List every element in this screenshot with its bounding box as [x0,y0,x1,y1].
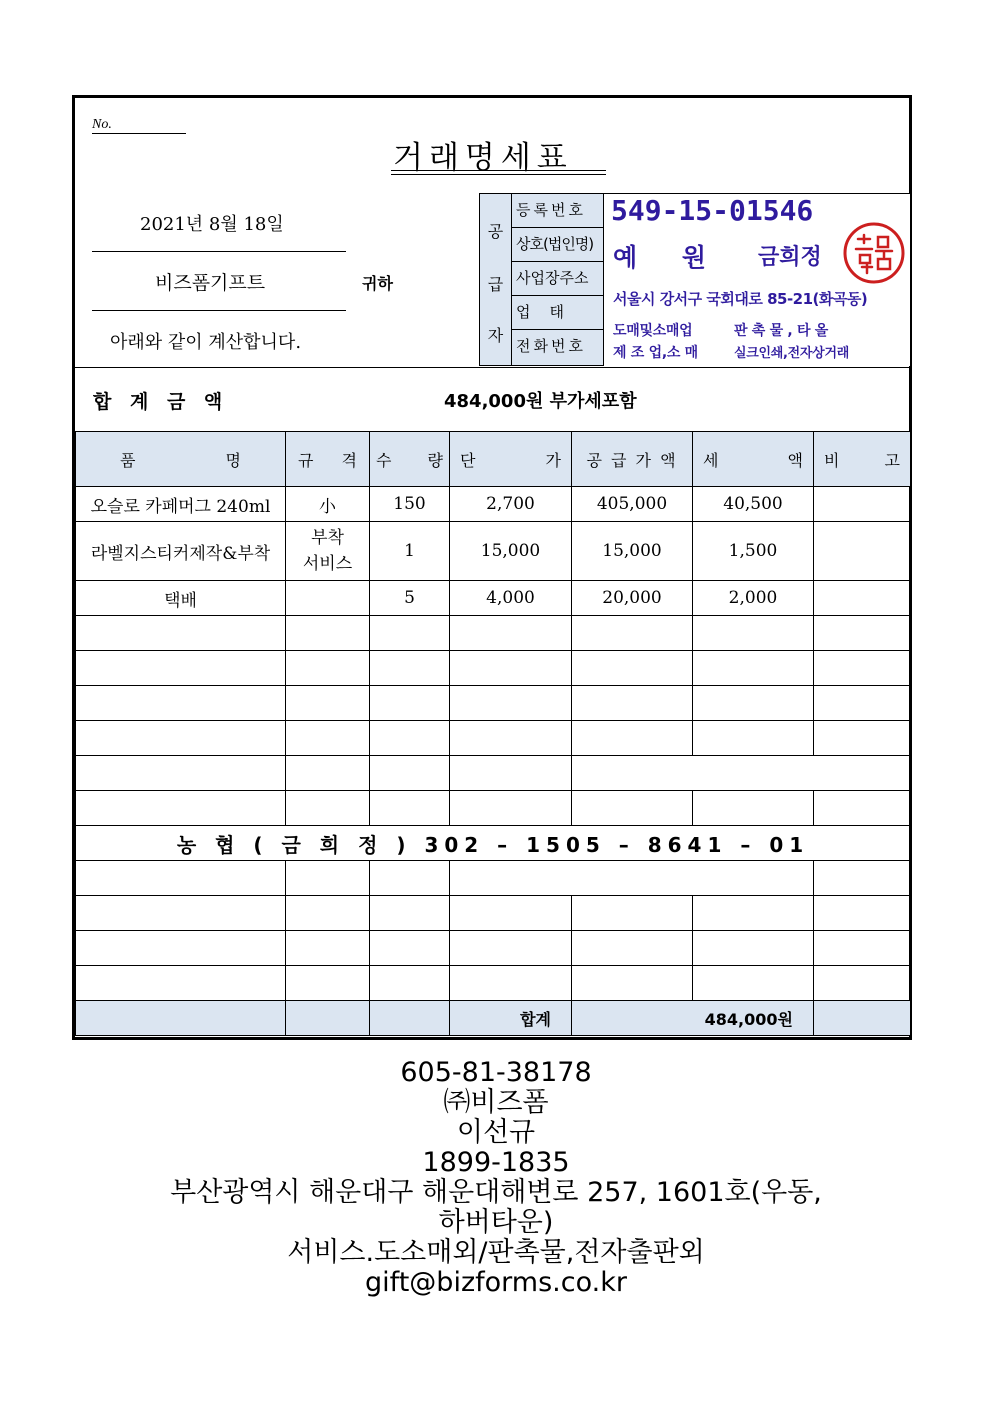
owner-name: 금희정 [758,245,822,270]
field-label-company: 상호(법인명) [512,228,603,262]
header-quantity: 수 량 [370,432,450,487]
cell-quantity: 1 [370,522,450,581]
cell-item-name: 오슬로 카페머그 240ml [76,487,286,522]
table-row-empty [76,651,911,686]
issue-date: 2021년 8월 18일 [140,214,284,235]
table-row-empty [76,756,911,791]
footer-line: ㈜비즈폼 [443,1087,549,1118]
bank-info-row [76,826,911,861]
cell-unit-price: 15,000 [450,522,572,581]
customer-honorific: 귀하 [362,274,393,293]
table-row [76,522,911,581]
cell-tax: 40,500 [693,487,814,522]
supplier-label-char: 공 [487,222,504,241]
cell-spec: 小 [286,487,370,522]
footer-line: 하버타운) [438,1207,554,1238]
cell-quantity: 150 [370,487,450,522]
cell-item-name: 라벨지스티커제작&부착 [76,522,286,581]
table-row-empty [76,896,911,931]
header-spec: 규 격 [286,432,370,487]
supplier-label-char: 자 [487,326,504,345]
document-title: 거래명세표 [393,140,573,176]
customer-underline [92,310,346,311]
cell-tax: 1,500 [693,522,814,581]
document-number-underline [92,133,186,134]
header-supply-amount: 공 급 가 액 [572,432,693,487]
table-row-empty [76,861,911,896]
cell-supply-amount: 405,000 [572,487,693,522]
cell-unit-price: 2,700 [450,487,572,522]
table-sum-row [76,1001,911,1036]
cell-supply-amount: 20,000 [572,581,693,616]
table-row-empty [76,721,911,756]
table-row-empty [76,966,911,1001]
header-item-name: 품 명 [76,432,286,487]
footer-line: 부산광역시 해운대구 해운대해변로 257, 1601호(우동, [170,1177,822,1208]
table-row-empty [76,931,911,966]
supplier-label-char: 급 [487,275,504,294]
table-row [76,581,911,616]
field-label-phone: 전화번호 [516,337,586,355]
registration-number: 549-15-01546 [611,194,814,227]
cell-unit-price: 4,000 [450,581,572,616]
field-label-business-type: 업 태 [512,296,603,330]
company-name: 예 원 [613,243,725,272]
business-type-2: 제 조 업,소 매 [613,345,698,361]
cell-spec: 부착 서비스 [286,522,370,581]
footer-issuer-info [0,1058,992,1298]
field-label-registration: 등록번호 [512,194,603,228]
cell-item-name: 택배 [76,581,286,616]
header-unit-price: 단 가 [450,432,572,487]
footer-line: 605-81-38178 [400,1057,592,1088]
sum-label: 합계 [450,1001,572,1036]
business-address: 서울시 강서구 국회대로 85-21(화곡동) [613,290,868,308]
items-table [75,431,911,1036]
field-label-address: 사업장주소 [512,262,603,296]
table-row-empty [76,616,911,651]
cell-quantity: 5 [370,581,450,616]
cell-remarks [814,487,911,522]
customer-name: 비즈폼기프트 [155,272,266,294]
header-remarks: 비 고 [814,432,911,487]
bank-account-info: 농 협 ( 금 희 정 ) 302 – 1505 – 8641 – 01 [76,826,911,861]
table-row [76,487,911,522]
seal-stamp-icon [842,221,906,285]
business-item-1: 판 촉 물 , 타 올 [734,323,829,339]
business-item-2: 실크인쇄,전자상거래 [734,346,849,361]
footer-line: 1899-1835 [422,1147,570,1178]
business-type-1: 도매및소매업 [613,323,693,339]
title-underline-double [391,174,606,175]
cell-supply-amount: 15,000 [572,522,693,581]
date-underline [92,251,346,252]
total-amount-label: 합 계 금 액 [93,391,229,413]
table-header-row [76,432,911,487]
table-row-empty [76,686,911,721]
table-row-empty [76,791,911,826]
cell-remarks [814,522,911,581]
footer-line: 이선규 [456,1117,536,1148]
supplier-field-labels [512,193,604,366]
cell-tax: 2,000 [693,581,814,616]
title-underline [391,170,606,171]
cell-spec [286,581,370,616]
header-tax: 세 액 [693,432,814,487]
total-amount-value: 484,000원 부가세포함 [444,391,637,412]
footer-line: gift@bizforms.co.kr [365,1267,627,1298]
cell-remarks [814,581,911,616]
calculation-note: 아래와 같이 계산합니다. [110,332,302,353]
sum-value: 484,000원 [572,1001,814,1036]
document-number-label: No. [92,117,112,132]
footer-line: 서비스.도소매외/판촉물,전자출판외 [287,1237,705,1268]
supplier-label [479,193,512,366]
